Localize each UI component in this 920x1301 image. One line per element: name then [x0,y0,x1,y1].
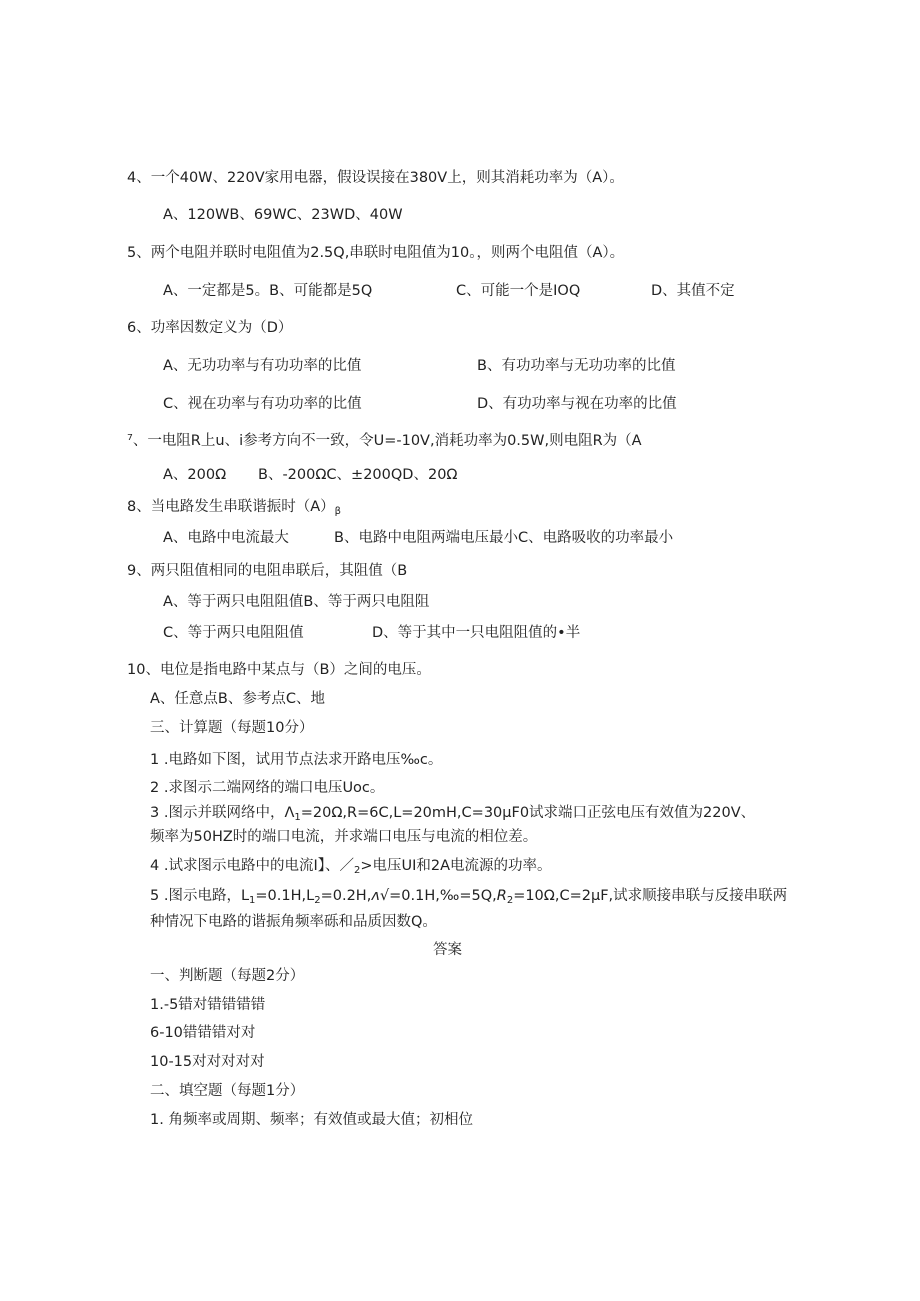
question-9-option-d: D、等于其中一只电阻阻值的•半 [372,625,581,641]
question-4-options: A、120WB、69WC、23WD、40W [163,207,403,223]
calc-problem-4 [150,856,552,881]
question-7-option-a: A、200Ω [163,467,227,483]
question-6-option-b: B、有功功率与无功功率的比值 [477,358,676,374]
question-10-options: A、任意点B、参考点C、地 [150,691,325,707]
calc-problem-2: 2 .求图示二端网络的端口电压Uoc。 [150,780,385,796]
calc-problem-3-pre: 3 .图示并联网络中， [150,805,285,821]
calc-problem-3 [150,803,755,828]
calc-section-heading: 三、计算题（每题10分） [150,720,314,736]
question-9-option-c: C、等于两只电阻阻值 [163,625,304,641]
answers-section-2-heading: 二、填空题（每题1分） [150,1083,305,1099]
answers-line-3: 10-15对对对对对 [150,1054,265,1070]
question-8-stem-text: 8、当电路发生串联谐振时（A） [127,499,335,515]
question-9-option-ab: A、等于两只电阻阻值B、等于两只电阻阻 [163,594,430,610]
question-8-options-rest: B、电路中电阻两端电压最小C、电路吸收的功率最小 [334,530,674,546]
calc-problem-5-line-2: 种情况下电路的谐振角频率砾和品质因数Q。 [150,914,437,930]
question-5-stem: 5、两个电阻并联时电阻值为2.5Q,串联时电阻值为10。，则两个电阻值（A）。 [127,245,625,261]
calc-problem-5-c: =0.2H, [320,888,372,904]
question-9-stem: 9、两只阻值相同的电阻串联后，其阻值（B [127,563,408,579]
calc-problem-1: 1 .电路如下图，试用节点法求开路电压‰c。 [150,752,443,768]
answers-fill-1: 1. 角频率或周期、频率；有效值或最大值；初相位 [150,1112,473,1128]
answers-line-1: 1.-5错对错错错错 [150,997,266,1013]
question-5-option-c: C、可能一个是IOQ [456,283,581,299]
calc-problem-5-sub-3: 2 [506,895,514,906]
calc-problem-4-sub: 2 [353,865,361,876]
calc-problem-5-sub-1: 1 [249,895,256,906]
calc-problem-3-line-2: 频率为50HZ时的端口电流，并求端口电压与电流的相位差。 [150,829,538,845]
calc-problem-5-e: =0.1H,‰=5Q, [389,888,497,904]
calc-problem-5-d: ʌ√ [371,888,390,904]
calc-problem-5-b: =0.1H,L [255,888,315,904]
calc-problem-5-sub-2: 2 [314,895,321,906]
calc-problem-3-lambda-sub: 1 [294,812,301,823]
calc-problem-4-pre: 4 .试求图示电路中的电流I】、／ [150,858,354,874]
answers-title: 答案 [433,942,462,958]
answers-section-1-heading: 一、判断题（每题2分） [150,968,305,984]
question-8-stem [127,497,341,522]
calc-problem-5 [150,886,787,911]
question-4-stem: 4、一个40W、220V家用电器，假设误接在380V上，则其消耗功率为（A）。 [127,170,624,186]
question-10-stem: 10、电位是指电路中某点与（B）之间的电压。 [127,662,431,678]
question-8-option-a: A、电路中电流最大 [163,530,289,546]
calc-problem-3-post: =20Ω,R=6C,L=20mH,C=30μF0试求端口正弦电压有效值为220V、 [300,805,756,821]
question-6-option-c: C、视在功率与有功功率的比值 [163,396,362,412]
question-5-option-ab: A、一定都是5。B、可能都是5Q [163,283,373,299]
question-6-option-d: D、有功功率与视在功率的比值 [477,396,677,412]
calc-problem-5-g: =10Ω,C=2μF,试求顺接串联与反接串联两 [513,888,788,904]
question-7-stem: ⁷、一电阻R上u、i参考方向不一致，令U=-10V,消耗功率为0.5W,则电阻R为（A [127,433,642,449]
question-8-stem-suffix: β [334,506,342,517]
calc-problem-5-f: R [496,888,507,904]
question-5-option-d: D、其值不定 [651,283,735,299]
answers-line-2: 6-10错错错对对 [150,1025,256,1041]
calc-problem-5-a: 5 .图示电路，L [150,888,250,904]
calc-problem-3-lambda: Λ [284,805,295,821]
calc-problem-4-post: >电压UI和2A电流源的功率。 [360,858,552,874]
question-6-stem: 6、功率因数定义为（D） [127,320,293,336]
question-6-option-a: A、无功功率与有功功率的比值 [163,358,362,374]
question-7-options-rest: B、-200ΩC、±200QD、20Ω [258,467,458,483]
